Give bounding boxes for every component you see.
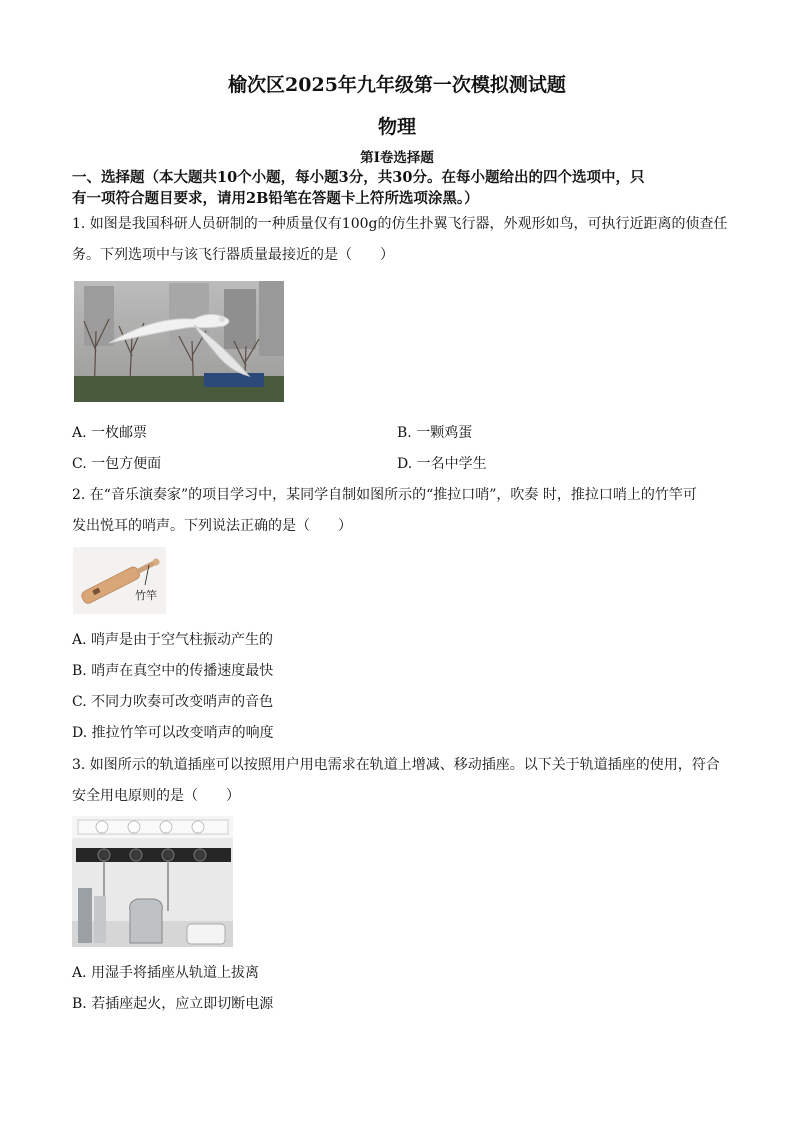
question-2-option-a: A. 哨声是由于空气柱振动产生的 [72,632,274,648]
question-3-line1: 3. 如图所示的轨道插座可以按照用户用电需求在轨道上增减、移动插座。以下关于轨道插座的使用，符合 [72,757,720,773]
question-2-line1: 2. 在“音乐演奏家”的项目学习中，某同学自制如图所示的“推拉口哨”，吹奏 时，推拉口哨上的竹竿可 [72,487,697,503]
question-1-option-b: B. 一颗鸡蛋 [397,425,473,441]
question-1-option-c: C. 一包方便面 [72,456,162,472]
question-2-option-c: C. 不同力吹奏可改变哨声的音色 [72,694,274,710]
subject-heading: 物理 [377,116,416,138]
flying-robot-bird-figure [74,281,284,402]
slide-whistle-figure [73,547,166,614]
section-instructions-line2: 有一项符合题目要求，请用2B铅笔在答题卡上符所选项涂黑。） [72,190,479,207]
question-3-line2: 安全用电原则的是（ ） [72,788,240,804]
page-title: 榆次区2025年九年级第一次模拟测试题 [228,74,566,96]
question-2-option-d: D. 推拉竹竿可以改变哨声的响度 [72,725,274,741]
section-instructions-line1: 一、选择题（本大题共10个小题，每小题3分，共30分。在每小题给出的四个选项中，只 [72,169,645,186]
track-socket-figure [72,816,233,947]
question-1-option-a: A. 一枚邮票 [72,425,148,441]
question-1-line2: 务。下列选项中与该飞行器质量最接近的是（ ） [72,247,394,263]
question-3-option-b: B. 若插座起火，应立即切断电源 [72,996,274,1012]
question-3-option-a: A. 用湿手将插座从轨道上拔离 [72,965,260,981]
question-1-option-d: D. 一名中学生 [397,456,487,472]
question-1-line1: 1. 如图是我国科研人员研制的一种质量仅有100g的仿生扑翼飞行器，外观形如鸟，可执行近距离的侦查任 [72,216,728,232]
volume-heading: 第I卷选择题 [360,150,434,166]
question-2-option-b: B. 哨声在真空中的传播速度最快 [72,663,274,679]
whistle-label: 竹竿 [135,589,157,602]
question-2-line2: 发出悦耳的哨声。下列说法正确的是（ ） [72,518,352,534]
